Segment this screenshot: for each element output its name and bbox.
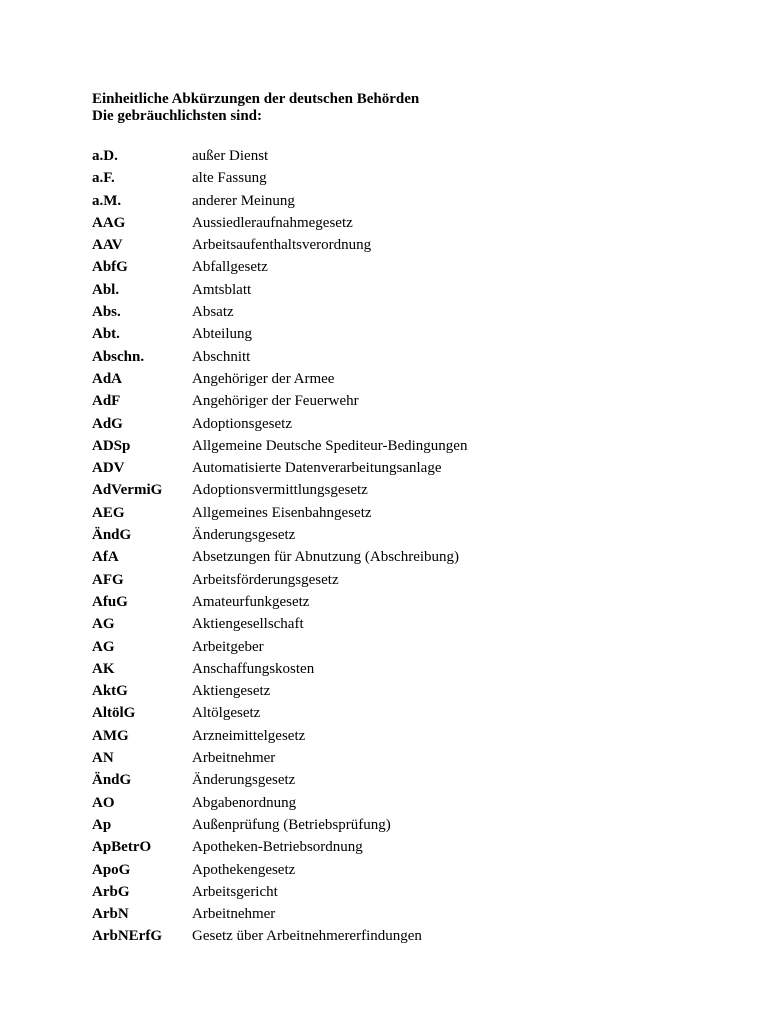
abbreviation: ÄndG bbox=[92, 527, 132, 544]
abbreviation: AAG bbox=[92, 214, 126, 231]
list-item bbox=[92, 234, 732, 256]
list-item bbox=[92, 546, 732, 568]
list-item bbox=[92, 591, 732, 613]
abbreviation-meaning: Allgemeine Deutsche Spediteur-Bedingungen bbox=[192, 437, 468, 454]
abbreviation: AN bbox=[92, 750, 114, 767]
abbreviation-meaning: Angehöriger der Armee bbox=[192, 370, 335, 387]
abbreviation-meaning: Allgemeines Eisenbahngesetz bbox=[192, 504, 372, 521]
abbreviation: Abt. bbox=[92, 326, 120, 343]
abbreviation: Abs. bbox=[92, 304, 121, 321]
list-item bbox=[92, 636, 732, 658]
list-item bbox=[92, 769, 732, 791]
abbreviation-meaning: Altölgesetz bbox=[192, 705, 261, 722]
list-item bbox=[92, 658, 732, 680]
list-item bbox=[92, 256, 732, 278]
abbreviation: a.M. bbox=[92, 192, 122, 209]
abbreviation-meaning: Änderungsgesetz bbox=[192, 772, 296, 789]
abbreviation-meaning: Adoptionsvermittlungsgesetz bbox=[192, 482, 368, 499]
abbreviation-meaning: Arbeitsaufenthaltsverordnung bbox=[192, 237, 372, 254]
abbreviation-meaning: Arbeitsgericht bbox=[192, 883, 278, 900]
abbreviation: a.F. bbox=[92, 170, 115, 187]
abbreviation: AK bbox=[92, 660, 115, 677]
abbreviation: AG bbox=[92, 616, 115, 633]
list-item bbox=[92, 435, 732, 457]
abbreviation: a.D. bbox=[92, 148, 118, 164]
document-subtitle: Die gebräuchlichsten sind: bbox=[92, 108, 263, 124]
list-item bbox=[92, 814, 732, 836]
abbreviation-list bbox=[92, 145, 732, 948]
document-page bbox=[92, 91, 732, 948]
list-item bbox=[92, 167, 732, 189]
abbreviation-meaning: Anschaffungskosten bbox=[192, 660, 315, 677]
abbreviation: AdA bbox=[92, 370, 123, 387]
abbreviation-meaning: Automatisierte Datenverarbeitungsanlage bbox=[192, 460, 442, 477]
list-item bbox=[92, 747, 732, 769]
abbreviation: AG bbox=[92, 638, 115, 655]
abbreviation-meaning: alte Fassung bbox=[192, 170, 267, 187]
abbreviation: Ap bbox=[92, 816, 112, 833]
abbreviation-meaning: Arbeitnehmer bbox=[192, 750, 276, 767]
abbreviation-meaning: Amtsblatt bbox=[192, 281, 252, 298]
abbreviation-meaning: Aktiengesellschaft bbox=[192, 616, 304, 633]
abbreviation: ÄndG bbox=[92, 772, 132, 789]
abbreviation-meaning: Adoptionsgesetz bbox=[192, 415, 292, 432]
abbreviation-meaning: Abgabenordnung bbox=[192, 794, 297, 811]
abbreviation-meaning: Außenprüfung (Betriebsprüfung) bbox=[192, 816, 391, 833]
abbreviation-meaning: Apotheken-Betriebsordnung bbox=[192, 839, 363, 856]
abbreviation: AfuG bbox=[92, 593, 128, 610]
abbreviation: AfA bbox=[92, 549, 119, 566]
list-item bbox=[92, 479, 732, 501]
abbreviation: ArbN bbox=[92, 906, 129, 923]
list-item bbox=[92, 792, 732, 814]
list-item bbox=[92, 859, 732, 881]
abbreviation: AAV bbox=[92, 237, 123, 254]
abbreviation-meaning: außer Dienst bbox=[192, 148, 269, 164]
list-item bbox=[92, 212, 732, 234]
list-item bbox=[92, 279, 732, 301]
list-item bbox=[92, 502, 732, 524]
abbreviation: ArbG bbox=[92, 883, 130, 900]
list-item bbox=[92, 301, 732, 323]
abbreviation-meaning: Aussiedleraufnahmegesetz bbox=[192, 214, 353, 231]
abbreviation-meaning: Abteilung bbox=[192, 326, 252, 343]
list-item bbox=[92, 702, 732, 724]
abbreviation-meaning: Arbeitgeber bbox=[192, 638, 264, 655]
abbreviation-meaning: Aktiengesetz bbox=[192, 683, 271, 700]
abbreviation: ADSp bbox=[92, 437, 131, 454]
abbreviation-meaning: Änderungsgesetz bbox=[192, 527, 296, 544]
abbreviation: AdF bbox=[92, 393, 121, 410]
abbreviation-meaning: Apothekengesetz bbox=[192, 861, 296, 878]
document-title: Einheitliche Abkürzungen der deutschen Behörden bbox=[92, 91, 420, 107]
abbreviation: ApBetrO bbox=[92, 839, 152, 856]
list-item bbox=[92, 390, 732, 412]
abbreviation-meaning: Gesetz über Arbeitnehmererfindungen bbox=[192, 928, 422, 945]
abbreviation-meaning: Arbeitsförderungsgesetz bbox=[192, 571, 339, 588]
abbreviation-meaning: Angehöriger der Feuerwehr bbox=[192, 393, 359, 410]
abbreviation-meaning: anderer Meinung bbox=[192, 192, 295, 209]
abbreviation: Abschn. bbox=[92, 348, 145, 365]
list-item bbox=[92, 323, 732, 345]
abbreviation: AktG bbox=[92, 683, 128, 700]
list-item bbox=[92, 569, 732, 591]
abbreviation-meaning: Abfallgesetz bbox=[192, 259, 268, 276]
abbreviation: ApoG bbox=[92, 861, 131, 878]
abbreviation: AFG bbox=[92, 571, 124, 588]
list-item bbox=[92, 457, 732, 479]
abbreviation-meaning: Arbeitnehmer bbox=[192, 906, 276, 923]
list-item bbox=[92, 524, 732, 546]
abbreviation-meaning: Absatz bbox=[192, 304, 234, 321]
abbreviation: AEG bbox=[92, 504, 125, 521]
abbreviation: AltölG bbox=[92, 705, 136, 722]
list-item bbox=[92, 413, 732, 435]
list-item bbox=[92, 725, 732, 747]
list-item bbox=[92, 613, 732, 635]
list-item bbox=[92, 680, 732, 702]
abbreviation: ArbNErfG bbox=[92, 928, 162, 945]
abbreviation: AdG bbox=[92, 415, 123, 432]
list-item bbox=[92, 190, 732, 212]
list-item bbox=[92, 145, 732, 167]
abbreviation: ADV bbox=[92, 460, 125, 477]
abbreviation-meaning: Amateurfunkgesetz bbox=[192, 593, 310, 610]
abbreviation: AMG bbox=[92, 727, 129, 744]
abbreviation-meaning: Absetzungen für Abnutzung (Abschreibung) bbox=[192, 549, 460, 566]
abbreviation-meaning: Arzneimittelgesetz bbox=[192, 727, 306, 744]
abbreviation-meaning: Abschnitt bbox=[192, 348, 251, 365]
abbreviation: AdVermiG bbox=[92, 482, 163, 499]
abbreviation: Abl. bbox=[92, 281, 120, 298]
abbreviation: AO bbox=[92, 794, 115, 811]
list-item bbox=[92, 903, 732, 925]
list-item bbox=[92, 368, 732, 390]
abbreviation: AbfG bbox=[92, 259, 128, 276]
list-item bbox=[92, 346, 732, 368]
list-item bbox=[92, 836, 732, 858]
list-item bbox=[92, 881, 732, 903]
list-item bbox=[92, 925, 732, 947]
